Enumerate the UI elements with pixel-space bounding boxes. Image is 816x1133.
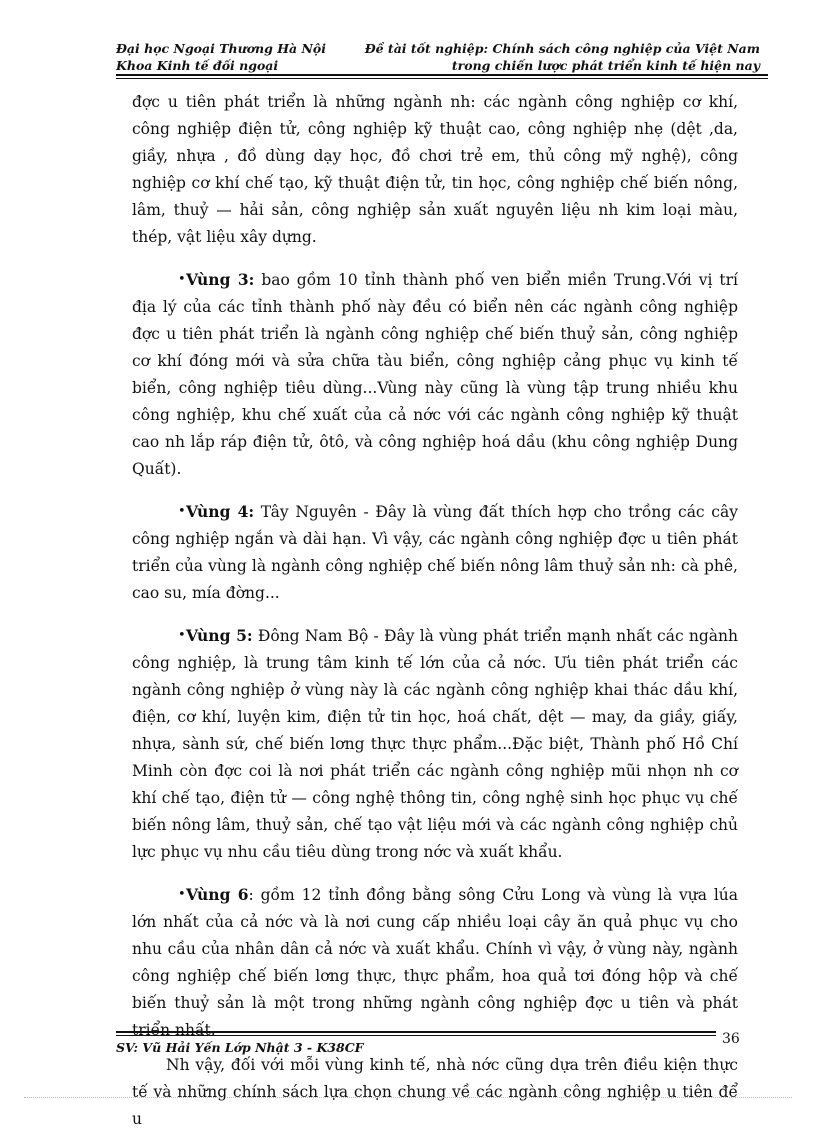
header-rule-thin	[116, 78, 768, 79]
bullet-icon: •	[178, 272, 186, 287]
page-body	[132, 89, 738, 1133]
paragraph-region-3	[132, 266, 738, 483]
region-6-text: : gồm 12 tỉnh đồng bằng sông Cửu Long và vùng là vựa lúa lớn nhất của cả nớc và là nơi cung cấp nhiều loại cây ăn quả phục vụ cho nhu cầu của nhân dân cả nớc và xuất khẩu. Chính vì vậy, ở vùng này, ngành công nghiệp chế biến lơng thực, thực phẩm, hoa quả tơi đóng hộp và chế biến thuỷ sản là một trong những ngành công nghiệp đợc u tiên và phát triển nhất.	[132, 886, 738, 1039]
region-5-label: Vùng 5:	[186, 626, 253, 645]
page-number: 36	[722, 1031, 740, 1047]
region-4-text: Tây Nguyên - Đây là vùng đất thích hợp cho trồng các cây công nghiệp ngắn và dài hạn. Vì vậy, các ngành công nghiệp đợc u tiên phát triển của vùng là ngành công nghiệp chế biến nông lâm thuỷ sản nh: cà phê, cao su, mía đờng...	[132, 503, 738, 602]
paragraph-region-4	[132, 498, 738, 607]
region-6-label: Vùng 6	[186, 885, 249, 904]
bullet-icon: •	[178, 887, 186, 902]
paragraph-intro: đợc u tiên phát triển là những ngành nh: các ngành công nghiệp cơ khí, công nghiệp điện tử, công nghiệp kỹ thuật cao, công nghiệp nhẹ (dệt ,da, giầy, nhựa , đồ dùng dạy học, đồ chơi trẻ em, thủ công mỹ nghệ), công nghiệp cơ khí chế tạo, kỹ thuật điện tử, tin học, công nghiệp chế biến nông, lâm, thuỷ — hải sản, công nghiệp sản xuất nguyên liệu nh kim loại màu, thép, vật liệu xây dựng.	[132, 93, 738, 246]
header-university: Đại học Ngoại Thương Hà Nội	[116, 41, 326, 56]
paragraph-region-6	[132, 881, 738, 1044]
header-thesis-subtitle: trong chiến lược phát triển kinh tế hiện nay	[451, 58, 760, 73]
region-5-text: Đông Nam Bộ - Đây là vùng phát triển mạnh nhất các ngành công nghiệp, là trung tâm kinh tế lớn của cả nớc. Ưu tiên phát triển các ngành công nghiệp ở vùng này là các ngành công nghiệp khai thác dầu khí, điện, cơ khí, luyện kim, điện tử tin học, hoá chất, dệt — may, da giầy, giấy, nhựa, sành sứ, chế biến lơng thực thực phẩm...Đặc biệt, Thành phố Hồ Chí Minh còn đợc coi là nơi phát triển các ngành công nghiệp mũi nhọn nh cơ khí chế tạo, điện tử — công nghệ thông tin, công nghệ sinh học phục vụ chế biến nông lâm, thuỷ sản, chế tạo vật liệu mới và các ngành công nghiệp chủ lực phục vụ nhu cầu tiêu dùng trong nớc và xuất khẩu.	[132, 627, 738, 861]
region-4-label: Vùng 4:	[186, 502, 255, 521]
header-right	[365, 40, 760, 74]
footer-rule	[116, 1031, 716, 1033]
bullet-icon: •	[178, 628, 186, 643]
paragraph-region-5	[132, 622, 738, 866]
header-faculty: Khoa Kinh tế đối ngoại	[116, 58, 279, 73]
header-left	[116, 40, 326, 74]
region-3-text: bao gồm 10 tỉnh thành phố ven biển miền Trung.Với vị trí địa lý của các tỉnh thành phố này đều có biển nên các ngành công nghiệp đợc u tiên phát triển là ngành công nghiệp chế biến thuỷ sản, công nghiệp cơ khí đóng mới và sửa chữa tàu biển, công nghiệp cảng phục vụ kinh tế biển, công nghiệp tiêu dùng...Vùng này cũng là vùng tập trung nhiều khu công nghiệp, khu chế xuất của cả nớc với các ngành công nghiệp kỹ thuật cao nh lắp ráp điện tử, ôtô, và công nghiệp hoá dầu (khu công nghiệp Dung Quất).	[132, 271, 738, 478]
footer-rule-thin	[116, 1035, 716, 1036]
region-3-label: Vùng 3:	[186, 270, 255, 289]
footer-author: SV: Vũ Hải Yến Lớp Nhật 3 - K38CF	[116, 1040, 364, 1055]
header-thesis-title: Đề tài tốt nghiệp: Chính sách công nghiệp của Việt Nam	[364, 41, 760, 56]
header-rule	[116, 74, 768, 76]
bullet-icon: •	[178, 504, 186, 519]
page-break-line	[24, 1097, 792, 1098]
paragraph-conclusion: Nh vậy, đối với mỗi vùng kinh tế, nhà nớc cũng dựa trên điều kiện thực tế và những chính sách lựa chọn chung về các ngành công nghiệp u tiên để u	[132, 1056, 738, 1128]
